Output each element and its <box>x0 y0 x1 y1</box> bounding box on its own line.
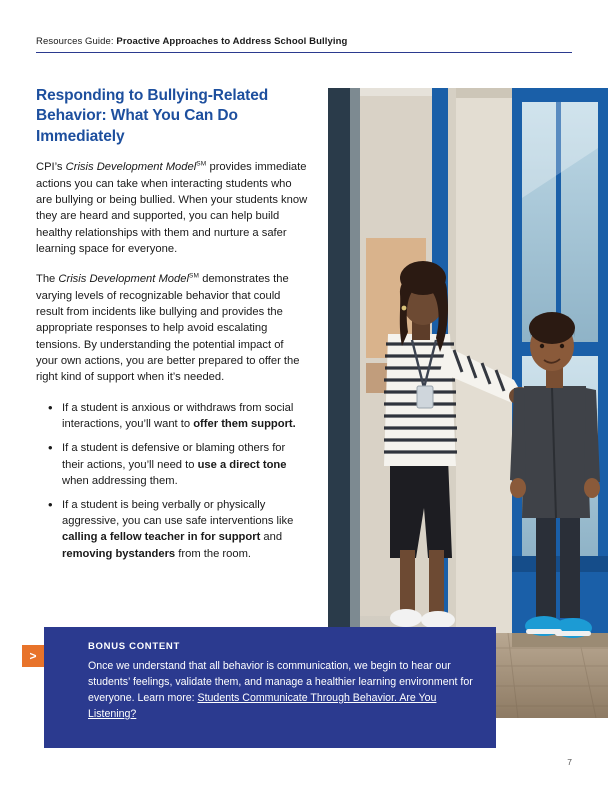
bullet-3-bold-2: removing bystanders <box>62 547 176 560</box>
list-item <box>62 440 308 489</box>
page-header <box>36 36 572 53</box>
paragraph-2-sm-mark: SM <box>188 272 200 280</box>
page-title: Responding to Bullying-Related Behavior: What You Can Do Immediately <box>36 87 269 145</box>
bullet-2-pre: If a student is defensive or blaming others for their actions, you’ll need to <box>62 442 286 471</box>
list-item <box>62 400 308 432</box>
page-number: 7 <box>567 757 572 767</box>
paragraph-2-text-a: The <box>36 273 59 286</box>
bonus-body <box>88 659 476 723</box>
paragraph-2-italic: Crisis Development Model <box>58 273 189 286</box>
bonus-content-box <box>44 627 496 748</box>
hallway-photo <box>328 88 608 718</box>
paragraph-2 <box>36 271 308 385</box>
bullet-2-bold: use a direct tone <box>197 458 287 471</box>
paragraph-1-italic: Crisis Development Model <box>65 161 197 174</box>
bullet-1-bold: offer them support. <box>193 418 296 431</box>
bonus-heading: BONUS CONTENT <box>88 641 180 652</box>
paragraph-1 <box>36 159 308 257</box>
bullet-1-pre: If a student is anxious or withdraws from social interactions, you’ll want to <box>62 401 294 431</box>
header-title: Proactive Approaches to Address School Bullying <box>116 36 348 47</box>
bullet-3-mid: and <box>260 531 283 544</box>
bullet-3-post: from the room. <box>175 547 252 560</box>
photo-illustration <box>328 88 608 718</box>
bonus-text: Once we understand that all behavior is communication, we begin to hear our students’ feelings, validate them, and manage a healthier learning environment for everyone. Learn more: <box>88 660 473 704</box>
content-column <box>36 86 308 570</box>
paragraph-1-text-b: provides immediate actions you can take when interacting students who are bullying or being bullied. When your students know they are heard and supported, you can help build healthy relationships with them and nurture a safer learning space for everyone. <box>36 161 308 256</box>
header-label: Resources Guide: <box>36 36 114 47</box>
paragraph-1-sm-mark: SM <box>196 160 207 168</box>
bonus-link[interactable]: Students Communicate Through Behavior. Are You Listening? <box>88 691 437 720</box>
paragraph-2-text-b: demonstrates the varying levels of recognizable behavior that could result from incidents like bullying and provides the appropriate responses to help avoid escalating tensions. By understanding the potential impact of your own actions, you are better prepared to offer the right kind of support when it’s needed. <box>36 273 300 384</box>
bullet-3-bold: calling a fellow teacher in for support <box>62 531 261 544</box>
bonus-arrow-icon: > <box>22 645 44 667</box>
header-breadcrumb <box>36 36 572 47</box>
bullet-list <box>36 400 308 562</box>
bullet-3-pre: If a student is being verbally or physically aggressive, you can use safe interventions like <box>62 499 294 528</box>
header-divider <box>36 52 572 53</box>
paragraph-1-text-a: CPI’s <box>36 161 66 174</box>
bullet-2-post: when addressing them. <box>62 474 178 487</box>
list-item <box>62 497 308 562</box>
